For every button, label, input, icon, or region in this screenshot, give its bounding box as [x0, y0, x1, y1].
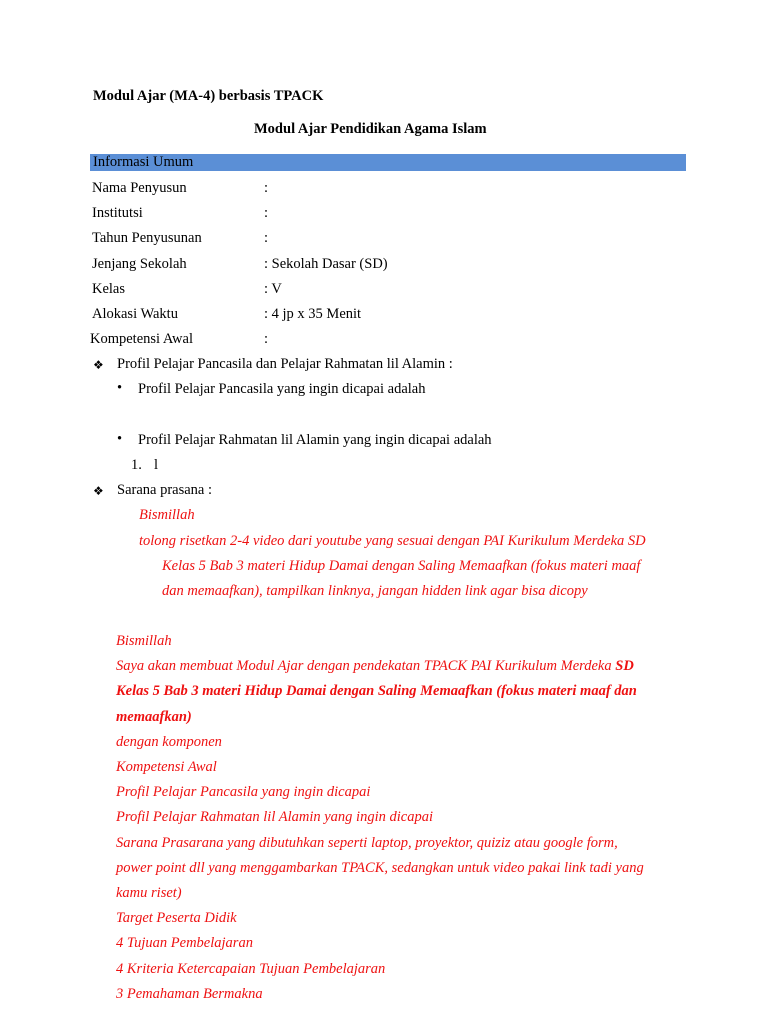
- prompt-line: Sarana Prasarana yang dibutuhkan seperti laptop, proyektor, quiziz atau google form,: [116, 835, 618, 851]
- sarana-note-line: Kelas 5 Bab 3 materi Hidup Damai dengan Saling Memaafkan (fokus materi maaf: [162, 558, 641, 574]
- prompt-line: Profil Pelajar Pancasila yang ingin dicapai: [116, 784, 371, 800]
- prompt-line: 4 Kriteria Ketercapaian Tujuan Pembelajaran: [116, 961, 386, 977]
- sarana-note-line: tolong risetkan 2-4 video dari youtube yang sesuai dengan PAI Kurikulum Merdeka SD: [139, 533, 646, 549]
- prompt-line: kamu riset): [116, 885, 182, 901]
- prompt-bold-line: memaafkan): [116, 709, 192, 725]
- sarana-heading: Sarana prasana :: [117, 482, 213, 498]
- info-label: Nama Penyusun: [92, 180, 187, 196]
- diamond-bullet-icon: ❖: [93, 358, 104, 372]
- prompt-text: Saya akan membuat Modul Ajar dengan pendekatan TPACK PAI Kurikulum Merdeka: [116, 658, 612, 674]
- prompt-line: power point dll yang menggambarkan TPACK, sedangkan untuk video pakai link tadi yang: [116, 860, 644, 876]
- info-value: :: [264, 230, 269, 246]
- info-section-header: [90, 154, 686, 171]
- info-label: Jenjang Sekolah: [92, 256, 187, 272]
- info-value: :: [264, 331, 269, 347]
- info-label: Alokasi Waktu: [92, 306, 178, 322]
- sarana-note-line: dan memaafkan), tampilkan linknya, jangan hidden link agar bisa dicopy: [162, 583, 588, 599]
- info-label: Institutsi: [92, 205, 143, 221]
- prompt-line: Bismillah: [116, 633, 172, 649]
- prompt-line: 3 Pemahaman Bermakna: [116, 986, 263, 1002]
- numbered-item: l: [154, 457, 159, 473]
- info-label: Kelas: [92, 281, 126, 297]
- prompt-line: dengan komponen: [116, 734, 222, 750]
- info-value: : Sekolah Dasar (SD): [264, 256, 388, 272]
- doc-subtitle: Modul Ajar Pendidikan Agama Islam: [254, 121, 487, 137]
- info-value: : 4 jp x 35 Menit: [264, 306, 362, 322]
- bullet-dot-icon: •: [117, 431, 123, 447]
- prompt-line: Profil Pelajar Rahmatan lil Alamin yang ingin dicapai: [116, 809, 433, 825]
- prompt-line-mixed: [116, 657, 634, 675]
- info-value: :: [264, 205, 269, 221]
- info-section-heading: Informasi Umum: [93, 154, 194, 170]
- bullet-dot-icon: •: [117, 380, 123, 396]
- info-value: :: [264, 180, 269, 196]
- profil-bullet-2: Profil Pelajar Rahmatan lil Alamin yang ingin dicapai adalah: [138, 432, 492, 448]
- prompt-bold-text: SD: [615, 658, 634, 674]
- sarana-note-line: Bismillah: [139, 507, 195, 523]
- prompt-line: Kompetensi Awal: [116, 759, 217, 775]
- numbered-marker: 1.: [131, 457, 142, 473]
- info-value: : V: [264, 281, 282, 297]
- prompt-line: Target Peserta Didik: [116, 910, 237, 926]
- profil-heading: Profil Pelajar Pancasila dan Pelajar Rahmatan lil Alamin :: [117, 356, 453, 372]
- doc-title: Modul Ajar (MA-4) berbasis TPACK: [93, 88, 324, 104]
- info-label: Tahun Penyusunan: [92, 230, 202, 246]
- profil-bullet-1: Profil Pelajar Pancasila yang ingin dicapai adalah: [138, 381, 426, 397]
- info-label: Kompetensi Awal: [90, 331, 193, 347]
- diamond-bullet-icon: ❖: [93, 484, 104, 498]
- prompt-line: 4 Tujuan Pembelajaran: [116, 935, 253, 951]
- prompt-bold-line: Kelas 5 Bab 3 materi Hidup Damai dengan Saling Memaafkan (fokus materi maaf dan: [116, 683, 637, 699]
